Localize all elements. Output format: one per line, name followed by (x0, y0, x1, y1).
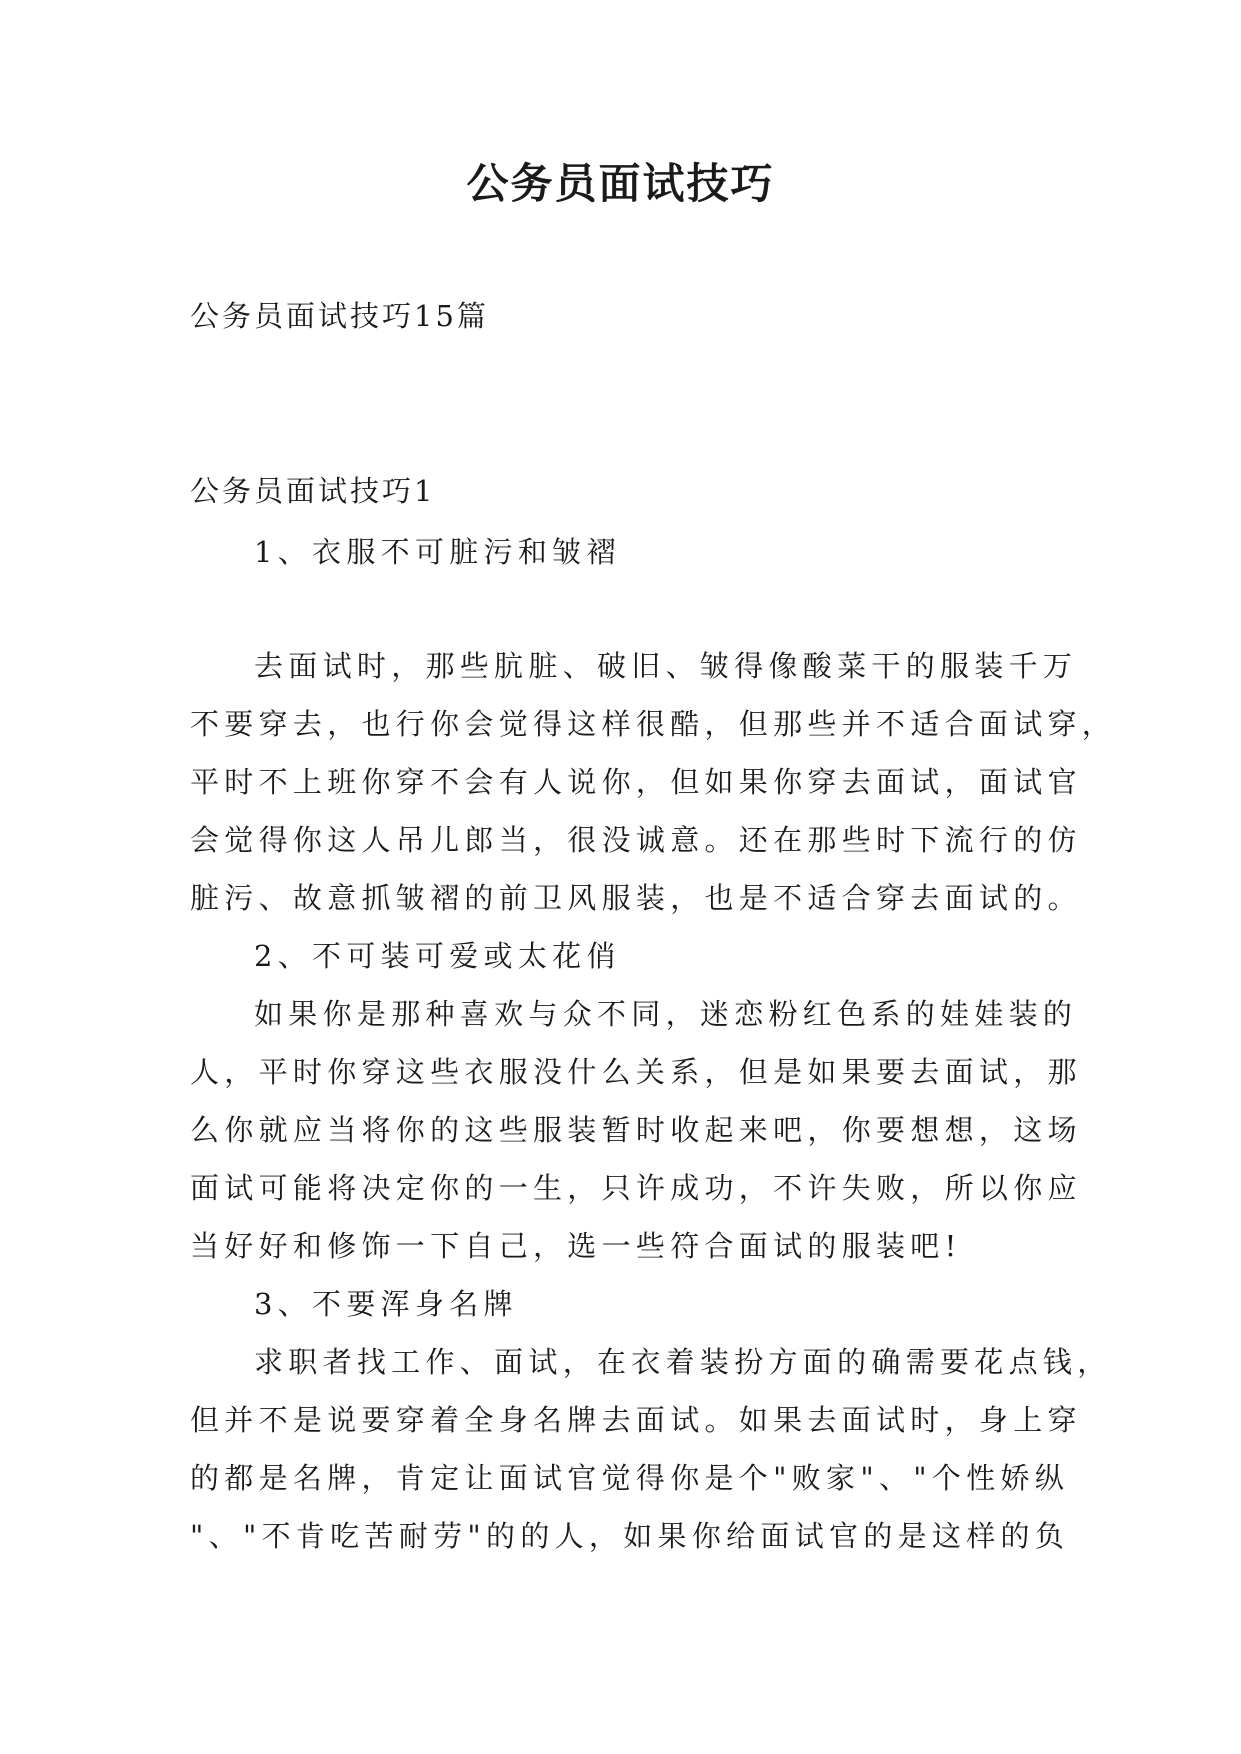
paragraph-line: 脏污、故意抓皱褶的前卫风服装，也是不适合穿去面试的。 (190, 881, 1082, 915)
item-heading-3: 3、不要浑身名牌 (254, 1287, 518, 1321)
paragraph-line: 的都是名牌，肯定让面试官觉得你是个"败家"、"个性娇纵 (190, 1461, 1070, 1495)
paragraph-line: 人，平时你穿这些衣服没什么关系，但是如果要去面试，那 (190, 1055, 1082, 1089)
document-subtitle: 公务员面试技巧15篇 (190, 299, 489, 333)
item-heading-2: 2、不可装可爱或太花俏 (254, 939, 621, 973)
paragraph-line: 会觉得你这人吊儿郎当，很没诚意。还在那些时下流行的仿 (190, 823, 1082, 857)
paragraph-line: 如果你是那种喜欢与众不同，迷恋粉红色系的娃娃装的 (254, 997, 1078, 1031)
paragraph-line: 当好好和修饰一下自己，选一些符合面试的服装吧! (190, 1229, 962, 1263)
paragraph-line: 去面试时，那些肮脏、破旧、皱得像酸菜干的服装千万 (254, 649, 1078, 683)
paragraph-line: 求职者找工作、面试，在衣着装扮方面的确需要花点钱， (254, 1345, 1112, 1379)
section-heading: 公务员面试技巧1 (190, 474, 436, 508)
paragraph-line: 面试可能将决定你的一生，只许成功，不许失败，所以你应 (190, 1171, 1082, 1205)
paragraph-line: 么你就应当将你的这些服装暂时收起来吧，你要想想，这场 (190, 1113, 1082, 1147)
paragraph-line: "、"不肯吃苦耐劳"的的人，如果你给面试官的是这样的负 (190, 1519, 1070, 1553)
item-heading-1: 1、衣服不可脏污和皱褶 (254, 535, 621, 569)
paragraph-line: 但并不是说要穿着全身名牌去面试。如果去面试时，身上穿 (190, 1403, 1082, 1437)
paragraph-line: 平时不上班你穿不会有人说你，但如果你穿去面试，面试官 (190, 765, 1082, 799)
paragraph-line: 不要穿去，也行你会觉得这样很酷，但那些并不适合面试穿， (190, 707, 1117, 741)
document-title: 公务员面试技巧 (466, 159, 775, 208)
